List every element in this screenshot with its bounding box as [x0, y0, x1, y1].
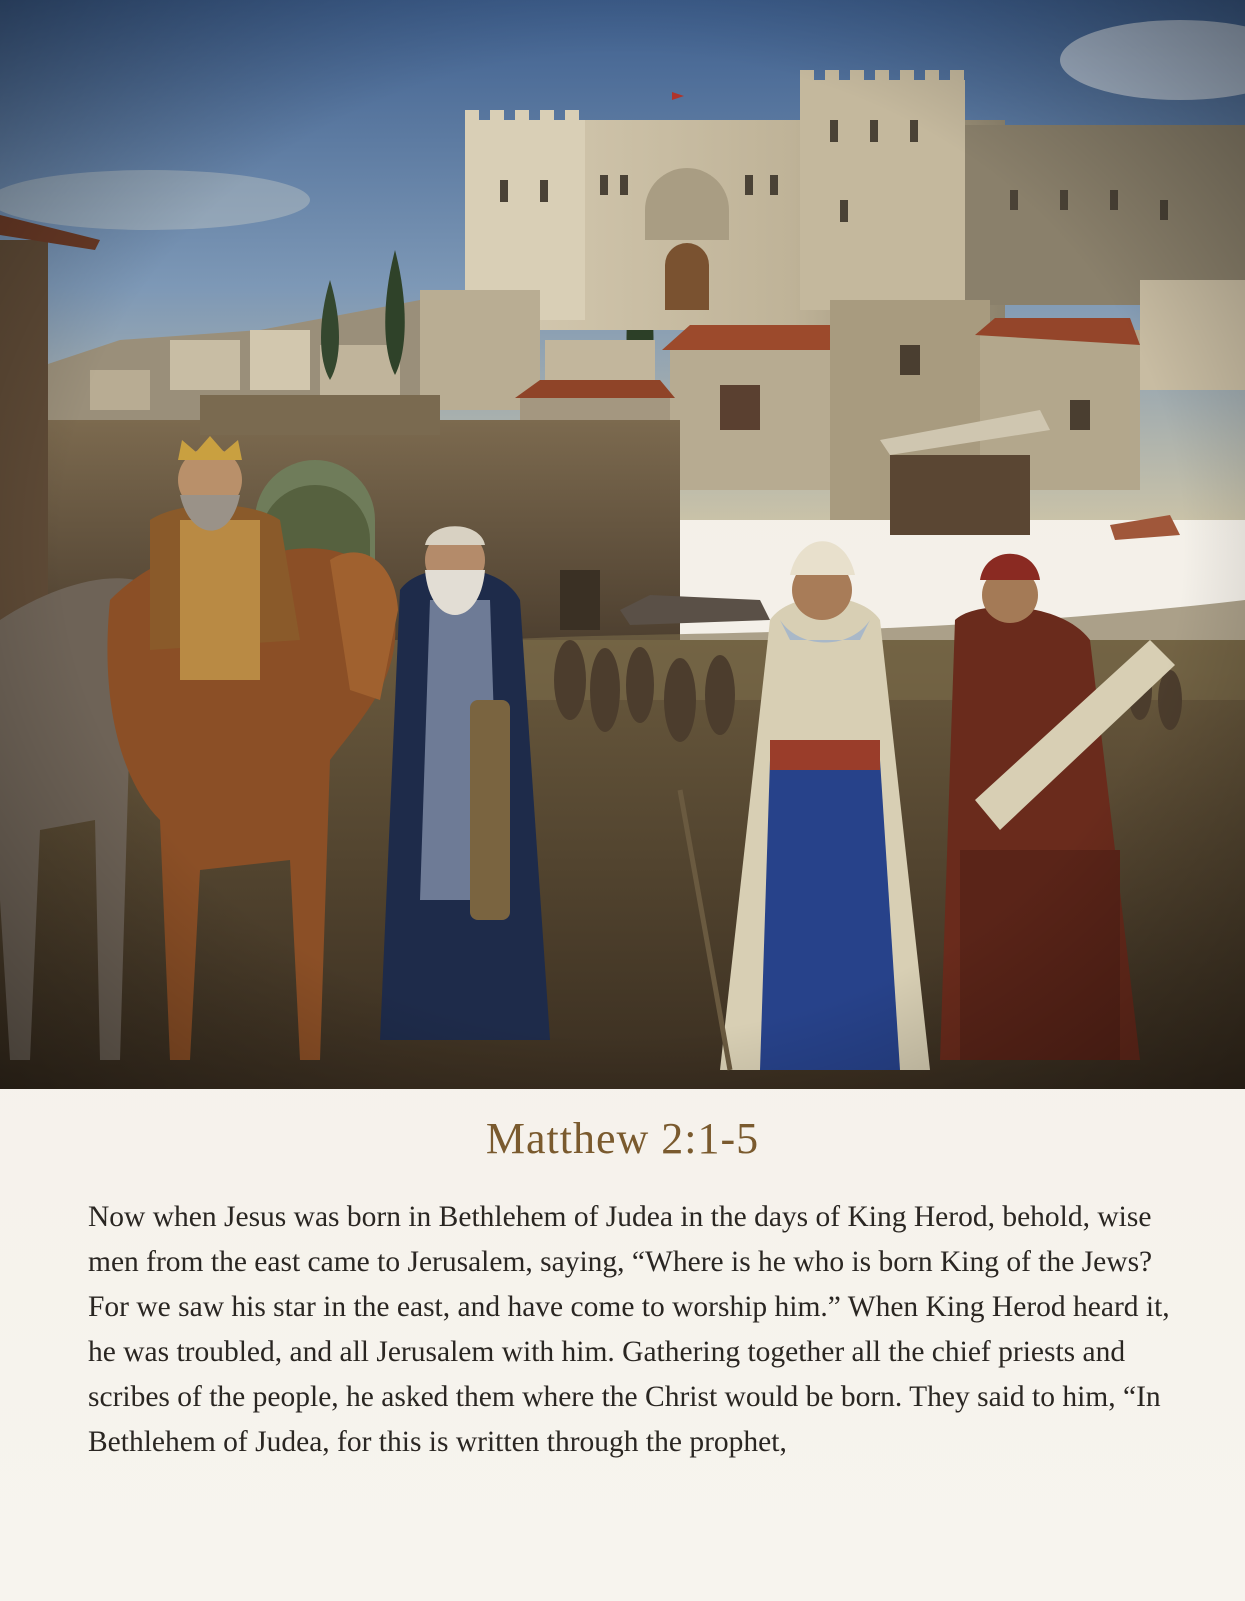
- scripture-passage-text: Now when Jesus was born in Bethlehem of Judea in the days of King Herod, behold, wise men from the east came to Jerusalem, saying, “Where is he who is born King of the Jews? For we saw his star in the east, and have come to worship him.” When King Herod heard it, he was troubled, and all Jerusalem with him. Gathering together all the chief priests and scribes of the people, he asked them where the Christ would be born. They said to him, “In Bethlehem of Judea, for this is written through the prophet,: [88, 1201, 1170, 1458]
- scripture-reference-heading: Matthew 2:1-5: [485, 1114, 760, 1163]
- passage-section: [0, 1089, 1245, 1601]
